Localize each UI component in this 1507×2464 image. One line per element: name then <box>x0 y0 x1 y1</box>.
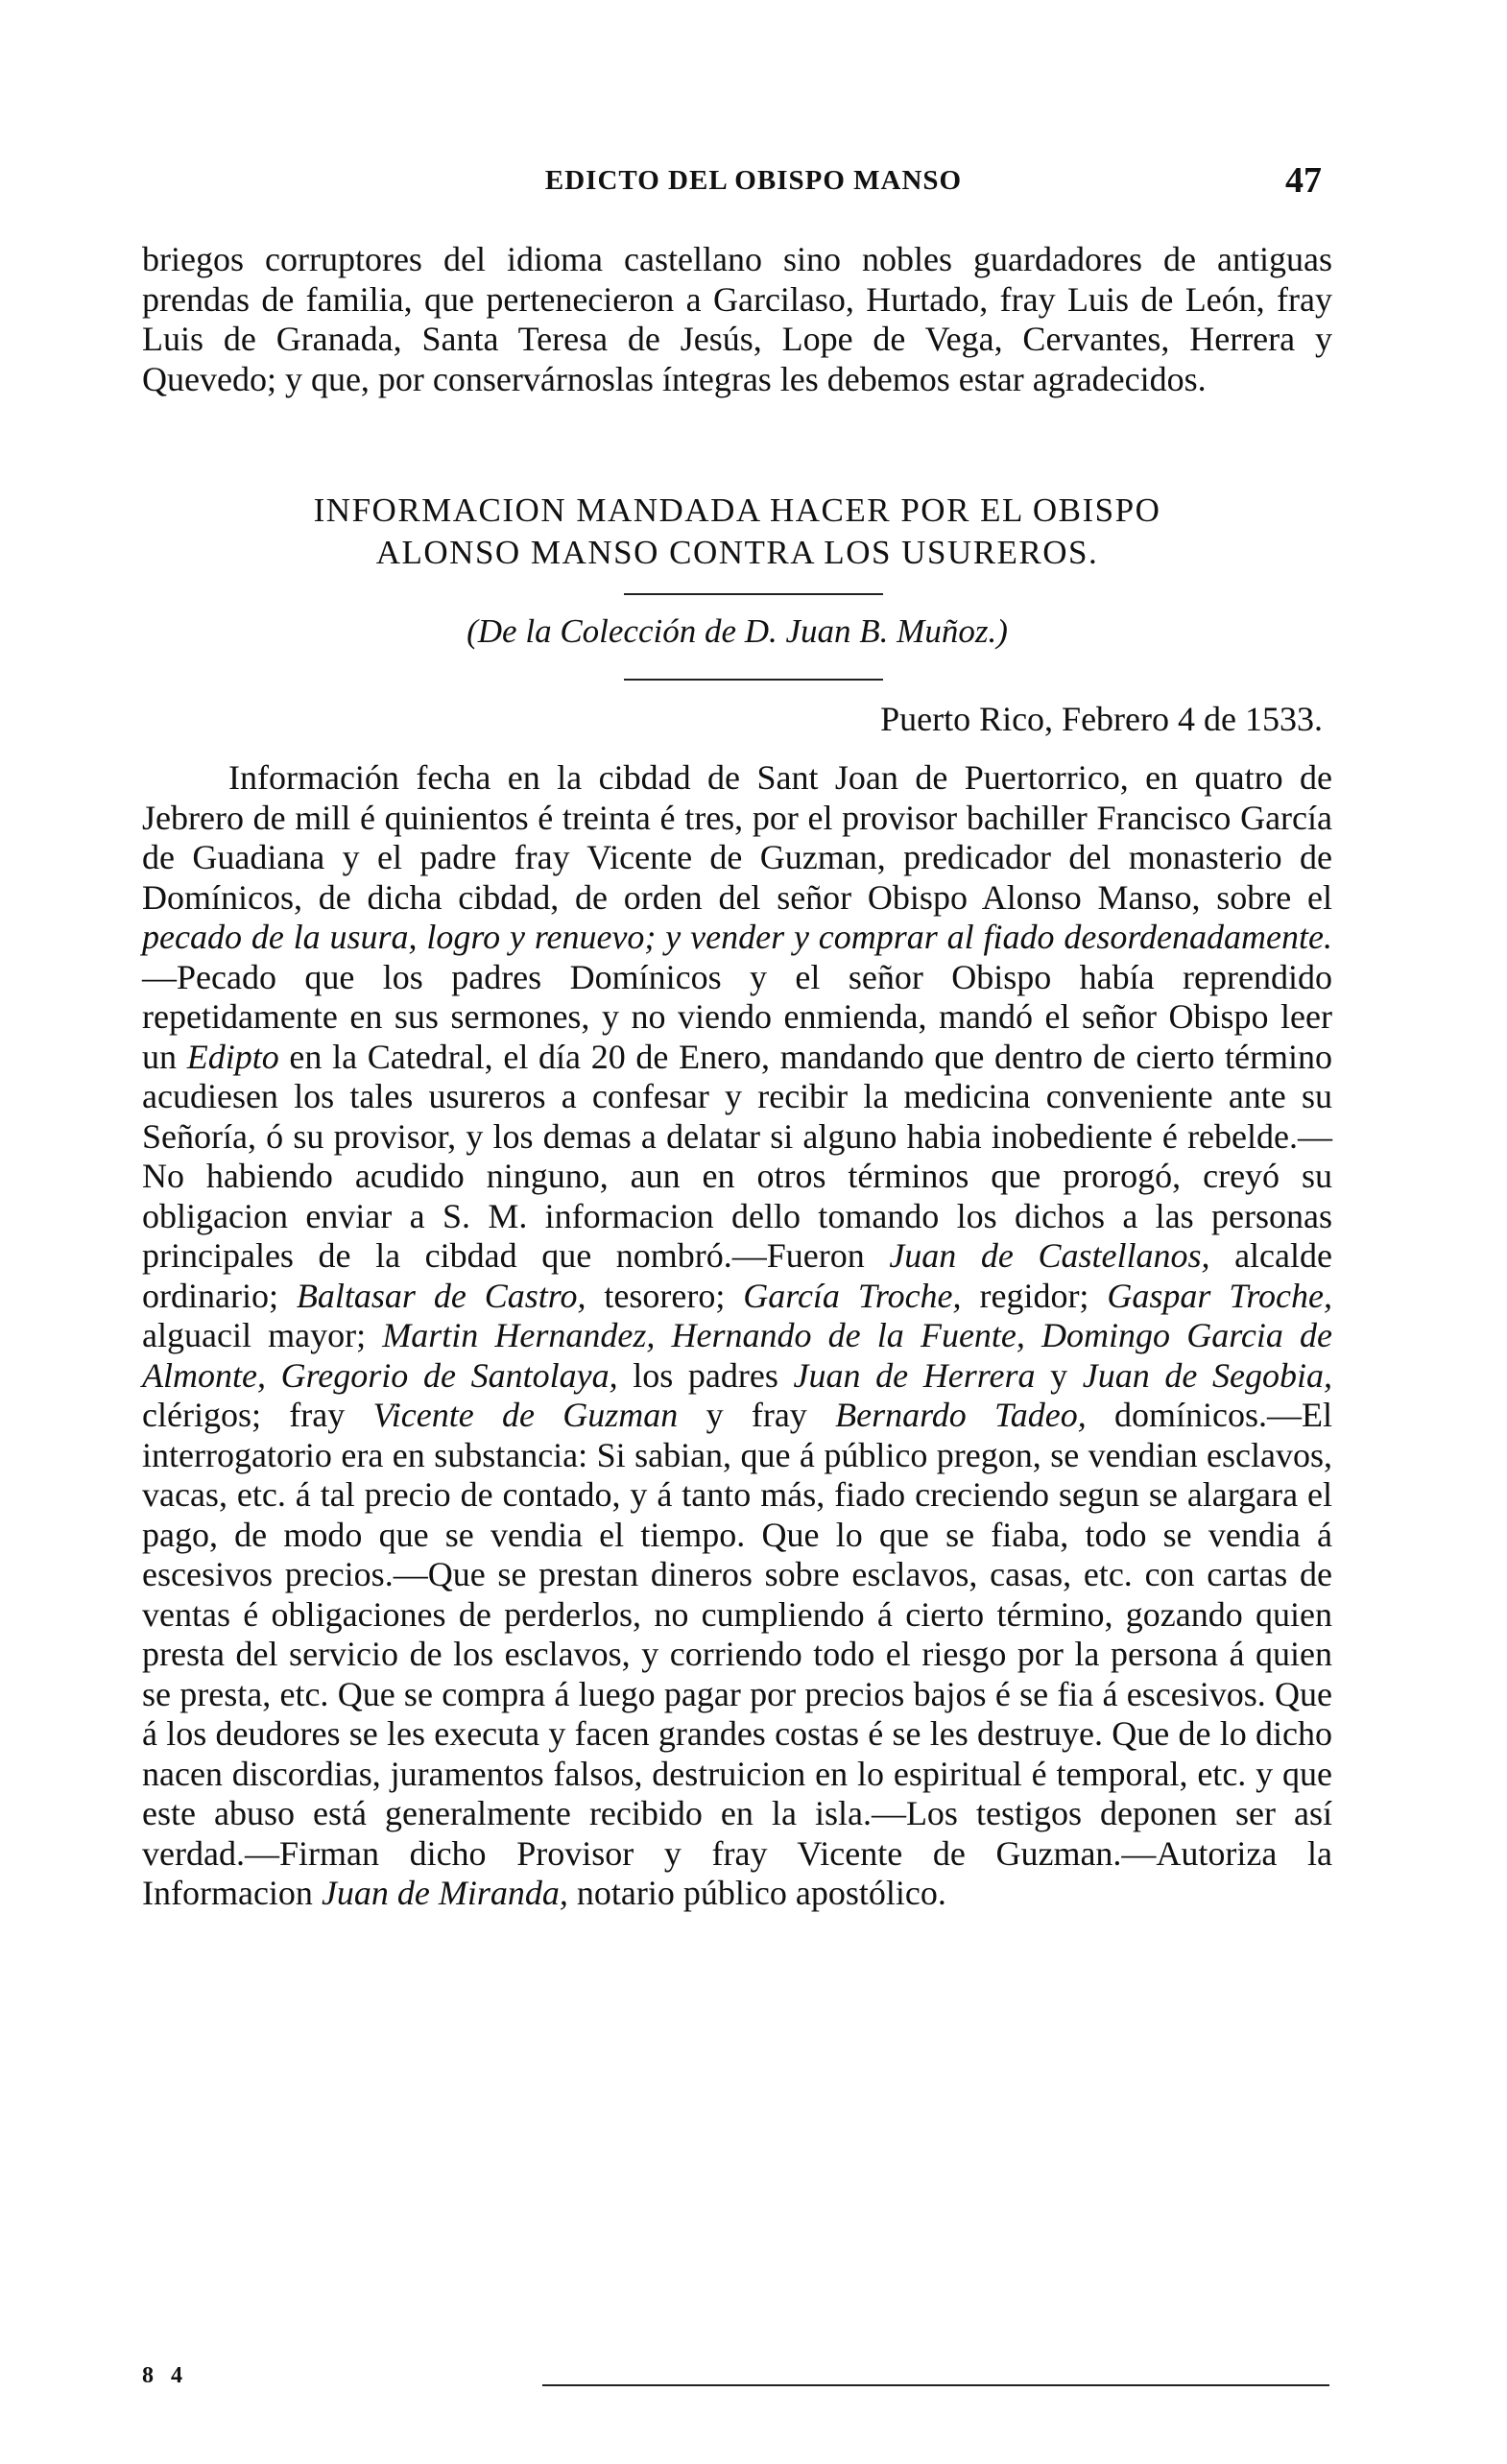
text-run: los padres <box>617 1355 794 1395</box>
divider-rule <box>624 593 883 595</box>
paragraph-main <box>142 758 1332 1914</box>
running-head: EDICTO DEL OBISPO MANSO <box>544 165 963 196</box>
text-run: regidor; <box>961 1276 1108 1315</box>
section-heading <box>142 490 1332 574</box>
text-run: notario público apostólico. <box>567 1874 946 1912</box>
paragraph-continuation: briegos corruptores del idioma castellano sino nobles guardadores de antiguas prendas de familia, que pertenecieron a Garcilaso, Hurtado, fray Luis de León, fray Luis de Granada, Santa Teresa de Jesús, Lope de Vega, Cervantes, Herrera y Quevedo; y que, por conservárnoslas íntegras les debemos estar agradecidos. <box>142 240 1332 398</box>
signature-mark: 8 4 <box>142 2363 188 2388</box>
italic-run: pecado de la usura, logro y renuevo; y vender y comprar al fiado desordenadamente. <box>142 918 1332 956</box>
italic-run: Edipto <box>186 1037 279 1076</box>
italic-run: Bernardo Tadeo, <box>835 1396 1087 1434</box>
dateline: Puerto Rico, Febrero 4 de 1533. <box>880 700 1323 738</box>
italic-run: Juan de Segobia, <box>1082 1355 1333 1395</box>
italic-run: Baltasar de Castro, <box>296 1276 586 1315</box>
italic-run: García Troche, <box>743 1276 962 1315</box>
source-citation: (De la Colección de D. Juan B. Muñoz.) <box>466 612 1008 650</box>
footer-rule <box>542 2384 1329 2386</box>
divider-rule <box>624 679 883 681</box>
text-run: clérigos; fray <box>142 1396 373 1434</box>
italic-run: Vicente de Guzman <box>372 1396 679 1434</box>
italic-run: Gaspar Troche, <box>1107 1276 1332 1315</box>
text-run: y fray <box>678 1396 836 1434</box>
heading-line-1: INFORMACION MANDADA HACER POR EL OBISPO <box>313 491 1161 529</box>
text-run: tesorero; <box>586 1276 744 1315</box>
text-run: Información fecha en la cibdad de Sant Joan de Puertorrico, en quatro de Jebrero de mill é quinientos é treinta é tres, por el provisor bachiller Francisco García de Guadiana y el padre fray Vicente de Guzman, predicador del monasterio de Domínicos, de dicha cibdad, de orden del señor Obispo Alonso Manso, sobre el <box>142 758 1332 917</box>
italic-run: Juan de Miranda, <box>321 1874 568 1912</box>
heading-line-2: ALONSO MANSO CONTRA LOS USUREROS. <box>375 534 1099 571</box>
page-number: 47 <box>1285 160 1322 201</box>
text-run: y <box>1035 1355 1083 1395</box>
italic-run: Martin Hernandez, Hernando de la Fuente, Domingo Garcia de Almonte, Gregorio de Santolaya, <box>142 1316 1332 1395</box>
text-run: alguacil mayor; <box>142 1316 383 1354</box>
text-run: domínicos.—El interrogatorio era en substancia: Si sabian, que á público pregon, se vendian esclavos, vacas, etc. á tal precio de contado, y á tanto más, fiado creciendo segun se alargara el pago, de modo que se vendia el tiempo. Que lo que se fiaba, todo se vendia á escesivos precios.—Que se prestan dineros sobre esclavos, casas, etc. con cartas de ventas é obligaciones de perderlos, no cumpliendo á cierto término, gozando quien presta del servicio de los esclavos, y corriendo todo el riesgo por la persona á quien se presta, etc. Que se compra á luego pagar por precios bajos é se fia á escesivos. Que á los deudores se les executa y facen grandes costas é se les destruye. Que de lo dicho nacen discordias, juramentos falsos, destruicion en lo espiritual é temporal, etc. y que este abuso está generalmente recibido en la isla.—Los testigos deponen ser así verdad.—Firman dicho Provisor y fray Vicente de Guzman.—Autoriza la Informacion <box>142 1396 1332 1912</box>
text-run: en la Catedral, el día 20 de Enero, mandando que dentro de cierto término acudiesen los tales usureros a confesar y recibir la medicina conveniente ante su Señoría, ó su provisor, y los demas a delatar si alguno habia inobediente é rebelde.—No habiendo acudido ninguno, aun en otros términos que prorogó, creyó su obligacion enviar a S. M. informacion dello tomando los dichos a las personas principales de la cibdad que nombró.—Fueron <box>142 1037 1333 1275</box>
text-run: —Pecado que los padres Domínicos y el señor Obispo había reprendido repetidamente en sus sermones, y no viendo enmienda, mandó el señor Obispo leer un <box>142 957 1332 1076</box>
italic-run: Juan de Castellanos, <box>889 1236 1210 1275</box>
italic-run: Juan de Herrera <box>793 1355 1036 1395</box>
text-run: alcalde ordinario; <box>142 1236 1332 1315</box>
